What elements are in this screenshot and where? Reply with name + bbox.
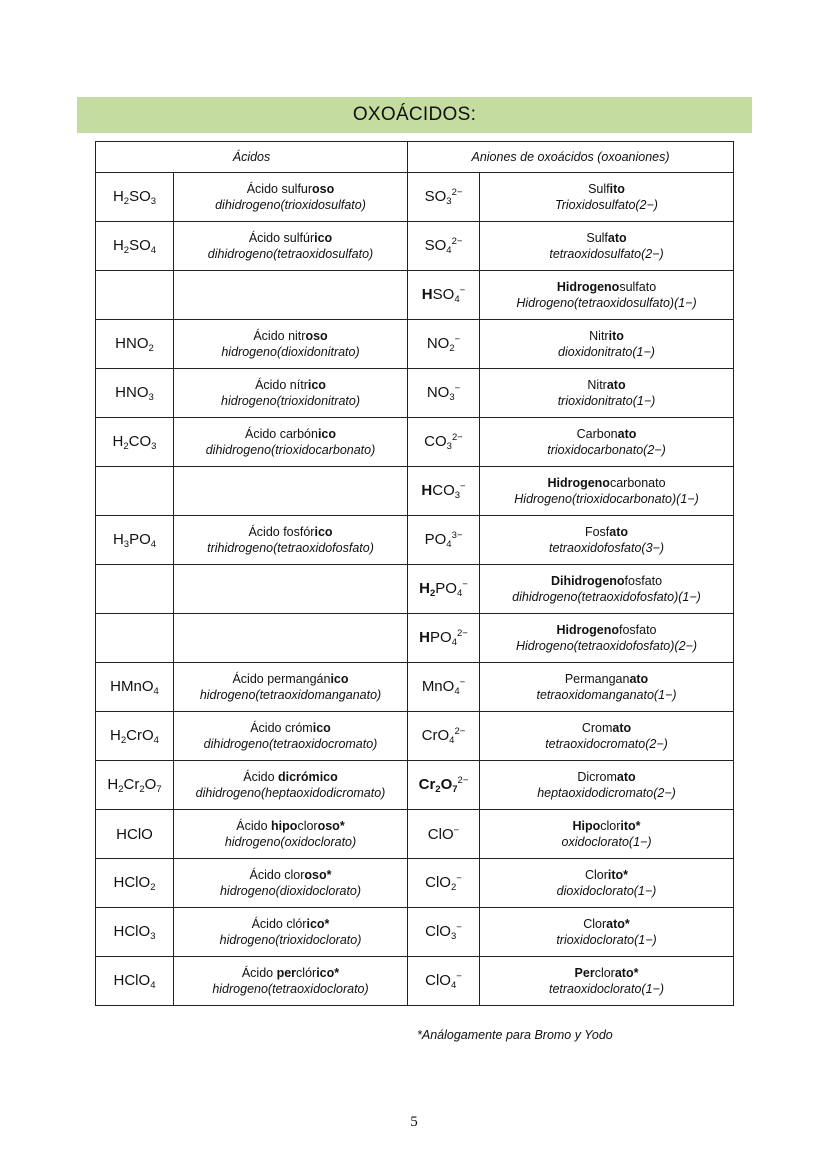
acid-name: Ácido fosfórico trihidrogeno(tetraoxidofosfato) (174, 516, 408, 565)
acid-formula: $H_2CrO_4$ (96, 712, 174, 761)
anion-name: Dihidrogenofosfato dihidrogeno(tetraoxidofosfato)(1−) (480, 565, 734, 614)
acid-formula: $H_2SO_4$ (96, 222, 174, 271)
table-row (96, 761, 734, 810)
anion-name: Fosfato tetraoxidofosfato(3−) (480, 516, 734, 565)
acid-name: Ácido carbónico dihidrogeno(trioxidocarbonato) (174, 418, 408, 467)
table-row (96, 271, 734, 320)
acid-formula (96, 467, 174, 516)
acid-formula: HClO$_4$ (96, 957, 174, 1006)
anion-name: Permanganato tetraoxidomanganato(1−) (480, 663, 734, 712)
acid-formula: $H_3PO_4$ (96, 516, 174, 565)
acid-name: Ácido nítrico hidrogeno(trioxidonitrato) (174, 369, 408, 418)
acid-name: Ácido crómico dihidrogeno(tetraoxidocromato) (174, 712, 408, 761)
acid-name (174, 271, 408, 320)
anion-formula: $SO_4^{2-}$ (408, 222, 480, 271)
table-header-row (96, 142, 734, 173)
anion-formula: $NO_3^-$ (408, 369, 480, 418)
anion-name: Hipoclorito* oxidoclorato(1−) (480, 810, 734, 859)
anion-name: Hidrogenofosfato Hidrogeno(tetraoxidofosfato)(2−) (480, 614, 734, 663)
anion-formula: $CO_3^{2-}$ (408, 418, 480, 467)
table-row (96, 957, 734, 1006)
anion-formula: ClO$_3$− (408, 908, 480, 957)
page-number: 5 (410, 1114, 418, 1130)
acid-name: Ácido cloroso* hidrogeno(dioxidoclorato) (174, 859, 408, 908)
acid-name: Ácido nitroso hidrogeno(dioxidonitrato) (174, 320, 408, 369)
table-row (96, 173, 734, 222)
acid-formula: HMnO$_4$ (96, 663, 174, 712)
acid-formula: $H_2Cr_2O_7$ (96, 761, 174, 810)
anion-formula: $HPO_4^{2-}$ (408, 614, 480, 663)
anions-header: Aniones de oxoácidos (oxoaniones) (408, 142, 734, 173)
table-row (96, 712, 734, 761)
acid-formula: $HNO_3$ (96, 369, 174, 418)
acid-name: Ácido dicrómico dihidrogeno(heptaoxidodicromato) (174, 761, 408, 810)
anion-name: Clorato* trioxidoclorato(1−) (480, 908, 734, 957)
anion-formula: MnO$_4$− (408, 663, 480, 712)
acid-formula: HClO (96, 810, 174, 859)
table-row (96, 467, 734, 516)
anion-name: Sulfato tetraoxidosulfato(2−) (480, 222, 734, 271)
anion-name: Nitrato trioxidonitrato(1−) (480, 369, 734, 418)
acid-name (174, 614, 408, 663)
acid-name: Ácido sulfuroso dihidrogeno(trioxidosulfato) (174, 173, 408, 222)
acid-name: Ácido hipocloroso* hidrogeno(oxidoclorato) (174, 810, 408, 859)
acid-formula: HClO$_2$ (96, 859, 174, 908)
table-row (96, 908, 734, 957)
acid-formula: HClO$_3$ (96, 908, 174, 957)
anion-formula: ClO− (408, 810, 480, 859)
anion-formula: CrO$_4^{2-}$ (408, 712, 480, 761)
anion-name: Cromato tetraoxidocromato(2−) (480, 712, 734, 761)
anion-formula: $HSO_4^-$ (408, 271, 480, 320)
acid-name: Ácido perclórico* hidrogeno(tetraoxidoclorato) (174, 957, 408, 1006)
anion-name: Hidrogenosulfato Hidrogeno(tetraoxidosulfato)(1−) (480, 271, 734, 320)
anion-formula: $PO_4^{3-}$ (408, 516, 480, 565)
title-bar (77, 97, 752, 133)
acid-formula: $H_2CO_3$ (96, 418, 174, 467)
anion-formula: ClO$_4$− (408, 957, 480, 1006)
acid-formula (96, 565, 174, 614)
anion-name: Clorito* dioxidoclorato(1−) (480, 859, 734, 908)
table-row (96, 320, 734, 369)
acid-formula: $H_2SO_3$ (96, 173, 174, 222)
acid-name: Ácido clórico* hidrogeno(trioxidoclorato) (174, 908, 408, 957)
table-body (96, 173, 734, 1006)
table-row (96, 859, 734, 908)
acid-formula: $HNO_2$ (96, 320, 174, 369)
table-row (96, 516, 734, 565)
anion-formula: ClO$_2$− (408, 859, 480, 908)
anion-formula: $Cr_2O_7^{2-}$ (408, 761, 480, 810)
table-row (96, 222, 734, 271)
table-row (96, 418, 734, 467)
acid-name (174, 565, 408, 614)
table-row (96, 810, 734, 859)
anion-formula: $SO_3^{2-}$ (408, 173, 480, 222)
anion-formula: $HCO_3^-$ (408, 467, 480, 516)
anion-name: Nitrito dioxidonitrato(1−) (480, 320, 734, 369)
anion-name: Carbonato trioxidocarbonato(2−) (480, 418, 734, 467)
acids-header: Ácidos (96, 142, 408, 173)
table-row (96, 565, 734, 614)
anion-name: Perclorato* tetraoxidoclorato(1−) (480, 957, 734, 1006)
table-row (96, 663, 734, 712)
anion-formula: $H_2PO_4^-$ (408, 565, 480, 614)
table-row (96, 369, 734, 418)
acid-formula (96, 614, 174, 663)
oxoacids-table (95, 141, 734, 1006)
acid-formula (96, 271, 174, 320)
table-row (96, 614, 734, 663)
acid-name: Ácido permangánico hidrogeno(tetraoxidomanganato) (174, 663, 408, 712)
anion-name: Hidrogenocarbonato Hidrogeno(trioxidocarbonato)(1−) (480, 467, 734, 516)
anion-formula: $NO_2^-$ (408, 320, 480, 369)
anion-name: Sulfito Trioxidosulfato(2−) (480, 173, 734, 222)
anion-name: Dicromato heptaoxidodicromato(2−) (480, 761, 734, 810)
footnote: *Análogamente para Bromo y Yodo (417, 1028, 613, 1042)
page-title: OXOÁCIDOS: (352, 104, 477, 125)
acid-name (174, 467, 408, 516)
acid-name: Ácido sulfúrico dihidrogeno(tetraoxidosulfato) (174, 222, 408, 271)
